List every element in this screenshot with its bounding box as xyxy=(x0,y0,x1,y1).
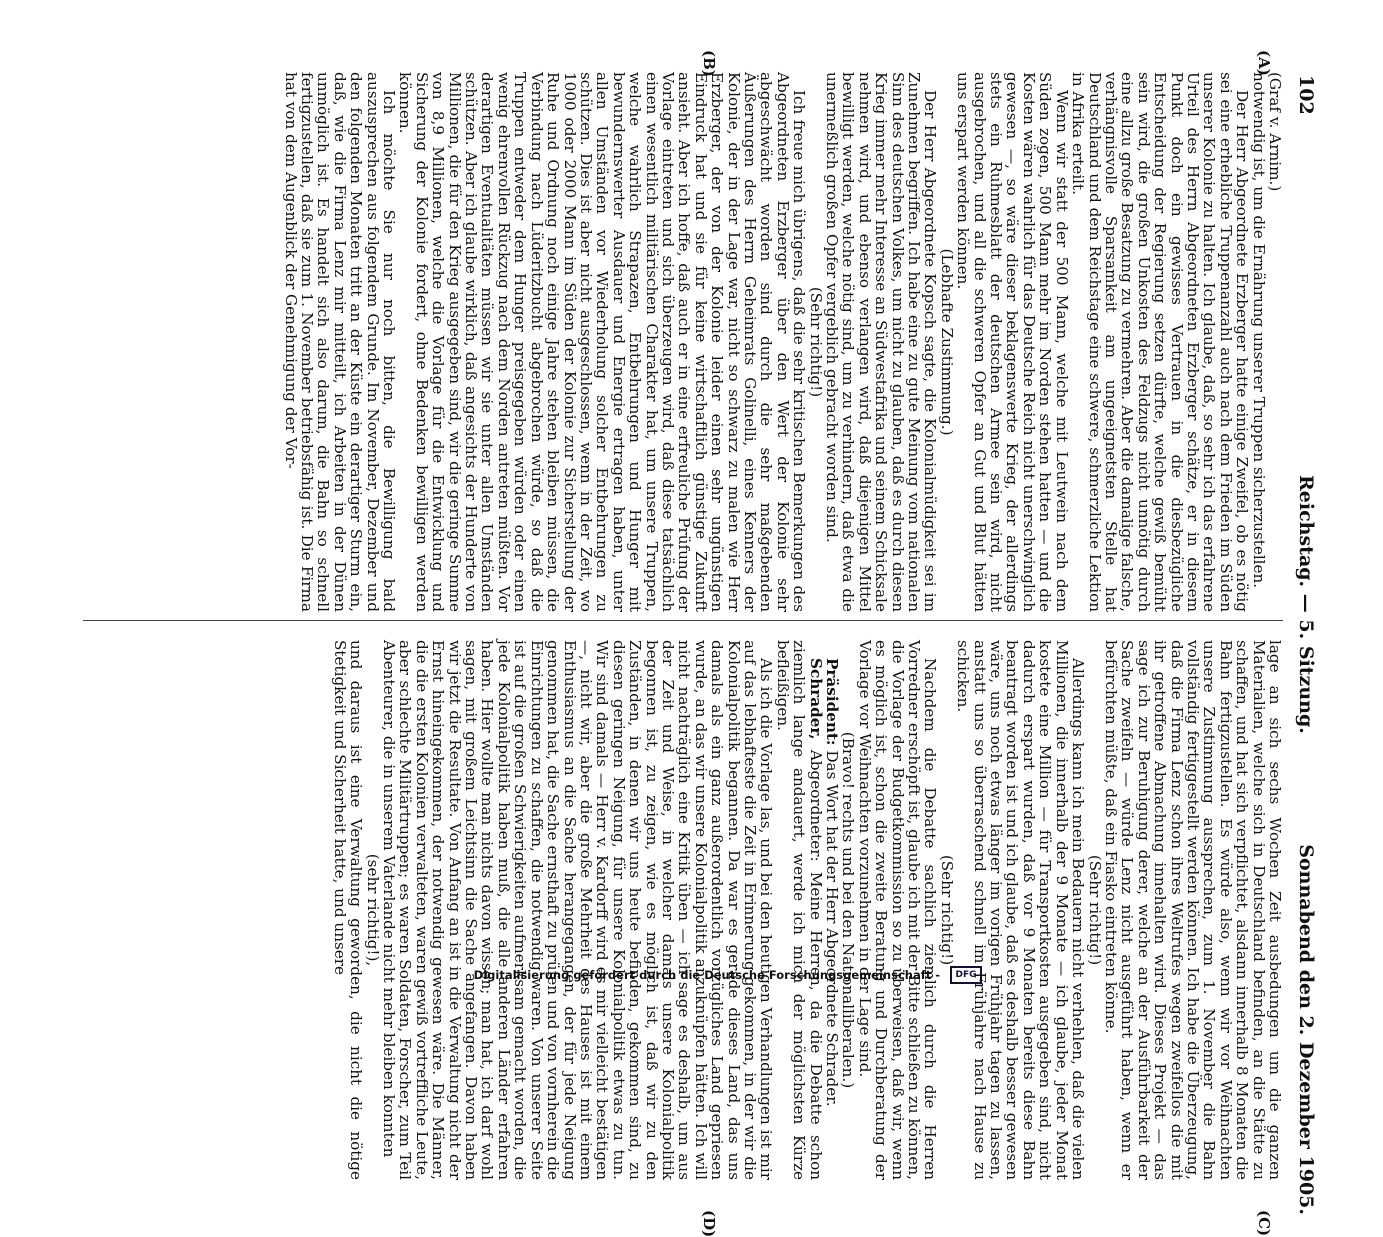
dfg-logo: DFG xyxy=(950,966,982,984)
paragraph: Nachdem die Debatte sachlich ziemlich durch die Herren Vorredner erschöpft ist, glaube ich mit der Bitte schließen zu können, die Vorlage der Budgetkommission so zu überweisen, daß wir, wenn es möglich ist, schon die zweite Beratung und Durchberatung der Vorlage vor Weihnachten vorzunehmen in der Lage sind. xyxy=(855,640,940,1180)
header-date: Sonnabend den 2. Dezember 1905. xyxy=(1295,844,1317,1215)
paragraph: Der Herr Abgeordnete Kopsch sagte, die Kolonialmüdigkeit sei im Zunehmen begriffen. Ich habe eine zu gute Meinung vom nationalen Sinn des deutschen Volkes, um nicht zu glauben, daß es durch diesen Krieg immer mehr Interesse an Südwestafrika und seinem Schicksale nehmen wird, und ebenso verlangen wird, daß diejenigen Mittel bewilligt werden, welche nötig sind, um zu verhindern, daß etwa die unermeßlich großen Opfer vergeblich gebracht worden sind. xyxy=(823,72,940,612)
margin-mark-d: (D) xyxy=(700,1210,718,1237)
paragraph: (Sehr richtig!) xyxy=(1085,854,1104,966)
paragraph: notwendig ist, um die Ernährung unserer Truppen sicherzustellen. xyxy=(1249,72,1268,589)
paragraph: (sehr richtig!), xyxy=(363,853,382,967)
page-number: 102 xyxy=(1295,75,1317,115)
paragraph: Ich möchte Sie nur noch bitten, die Bewilligung bald auszusprechen aus folgendem Grunde. Im November, Dezember und den folgenden Monaten tritt an der Küste ein derartiger Sturm ein, daß, wie die Firma Lenz mir mitteilt, ich Arbeiten in der Dünen unmöglich ist. Es handelt sich also darum, die Bahn so schnell fertigzustellen, daß sie zum 1. November betriebsfähig ist. Die Firma hat von dem Augenblick der Genehmigung der Vor- xyxy=(281,72,399,612)
header-title: Reichstag. — 5. Sitzung. xyxy=(1295,475,1317,734)
paragraph: lage an sich sechs Wochen Zeit ausbedungen um die ganzen Materialien, welche sich in Deutschland befinden, an die Stätte zu schaffen, und hat sich verpflichtet, alsdann innerhalb 8 Monaten die Bahn fertigzustellen. Es würde also, wenn wir vor Weihnachten unsere Zustimmung aussprechen, zum 1. November die Bahn vollständig fertiggestellt werden können. Ich habe die Überzeugung, daß die Firma Lenz schon ihres Weltrufes wegen zweifellos die mit ihr getroffene Abmachung innehalten wird. Dieses Projekt — das sage ich zur Beruhigung derer, welche an der Ausführbarkeit der Sache zweifeln — würde Lenz nicht ausgeführt haben, wenn er befürchten müßte, daß ein Fiasko eintreten könne. xyxy=(1101,640,1284,1180)
left-column xyxy=(282,72,1283,612)
right-column xyxy=(331,640,1283,1180)
paragraph: Ich freue mich übrigens, daß die sehr kritischen Bemerkungen des Abgeordneten Erzberger über den Wert der Kolonie sehr abgeschwächt worden sind durch die sehr maßgebenden Äußerungen des Herrn Geheimrats Golinelli, eines Kenners der Kolonie, der in der Lage war, nicht so schwarz zu malen wie Herr Erzberger, der von der Kolonie leider einen sehr ungünstigen Eindruck hat und sie für keine wirtschaftlich günstige Zukunft ansieht. Aber ich hoffe, daß auch er in eine erfreuliche Prüfung der Vorlage eintreten und sich überzeugen wird, daß diese tatsächlich einen wesentlich militärischen Charakter hat, um unsere Truppen, welche wahrlich Strapazen, Entbehrungen und Hunger mit bewundernswerter Ausdauer und Energie ertragen haben, unter allen Umständen vor Wiederholung solcher Entbehrungen zu schützen. Dies ist aber nicht ausgeschlossen, wenn in der Zeit, wo 1000 oder 2000 Mann im Süden der Kolonie zur Sicherstellung der Ruhe und Ordnung noch einige Jahre stehen bleiben müssen, die Verbindung nach Lüderitzbucht abgebrochen würde, so daß die Truppen entweder dem Hunger preisgegeben würden oder einen wenig ehrenvollen Rückzug nach dem Norden antreten müßten. Vor derartigen Eventualitäten müssen wir sie unter allen Umständen schützen. Aber ich glaube wirklich, daß angesichts der Hunderte von Millionen, die für den Krieg ausgegeben sind, wir die geringe Summe von 8,9 Millionen, welche die Vorlage für die Entwicklung und Sicherung der Kolonie fordert, ohne Bedenken bewilligen werden können. xyxy=(396,72,809,612)
column-divider xyxy=(83,620,1283,621)
paragraph: (Graf v. Arnim.) xyxy=(1266,72,1284,192)
margin-mark-c: (C) xyxy=(1255,1210,1273,1237)
paragraph: (Lebhafte Zustimmung.) xyxy=(937,248,956,436)
footer-credit: Digitalisierung gefördert durch die Deutsche Forschungsgemeinschaft - xyxy=(473,968,940,982)
paragraph: (Sehr richtig!) xyxy=(937,854,956,966)
margin-mark-b: (B) xyxy=(700,50,718,77)
paragraph: Der Herr Abgeordnete Erzberger hatte einige Zweifel, ob es nötig sei eine erhebliche Truppenanzahl auch nach dem Frieden im Süden unserer Kolonie zu halten. Ich glaube, daß, so sehr ich das erfahrene Urteil des Herrn Abgeordneten Erzberger schätze, er in diesem Punkt doch ein gewisses Vertrauen in die diesbezügliche Entscheidung der Regierung setzen dürfte, welche gewiß bemüht sein wird, die großen Unkosten des Feldzugs nicht unnötig durch eine allzu große Besatzung zu vermehren. Aber die damalige falsche, verhängnisvolle Sparsamkeit am ungeeignetsten Stelle hat Deutschland und dem Reichstage eine schwere, schmerzliche Lektion in Afrika erteilt. xyxy=(1069,72,1252,612)
page-header xyxy=(1285,75,1325,1215)
paragraph: Wenn wir statt der 500 Mann, welche mit Leutwein nach dem Süden zogen, 500 Mann mehr im Norden stehen hatten — und die Kosten wären wahrlich für das Deutsche Reich nicht unerschwinglich gewesen —, so wäre dieser beklagenswerte Krieg, der allerdings stets ein Ruhmesblatt der deutschen Armee sein wird, nicht ausgebrochen, und all die schweren Opfer an Gut und Blut hätten uns erspart werden können. xyxy=(954,72,1071,612)
margin-mark-a: (A) xyxy=(1255,50,1273,76)
paragraph: und daraus ist eine Verwaltung geworden, die nicht die nötige Stetigkeit und Sicherheit hatte, und unsere xyxy=(330,640,366,1180)
paragraph: Schrader, Abgeordneter: Meine Herren, da die Debatte schon ziemlich lange andauert, werde ich mich der möglichsten Kürze befleißigen. xyxy=(773,640,825,1180)
paragraph: Allerdings kann ich mein Bedauern nicht verhehlen, daß die vielen Millionen, die innerhalb der 9 Monate — ich glaube, jeder Monat kostete eine Million — für Transportkosten ausgegeben sind, nicht dadurch erspart wurden, daß vor 9 Monaten bereits diese Bahn beantragt worden ist und ich glaube, daß es deshalb besser gewesen wäre, uns noch etwas länger im vorigen Frühjahr tagen zu lassen, anstatt uns so überraschend schnell im Frühjahre nach Hause zu schicken. xyxy=(954,640,1088,1180)
footer xyxy=(0,958,1000,986)
paragraph: (Sehr richtig!) xyxy=(806,286,825,398)
paragraph: Präsident: Das Wort hat der Herr Abgeordnete Schrader. xyxy=(823,658,842,1107)
paragraph: Als ich die Vorlage las, und bei den heutigen Verhandlungen ist mir auf das lebhafteste die Zeit in Erinnerung gekommen, in der wir die Kolonialpolitik begannen. Da war es gerade dieses Land, das uns damals als ein ganz außerordentlich vorzügliches Land gepriesen wurde, an das wir unsere Kolonialpolitik anzuknüpfen hätten. Ich will nicht nachträglich eine Kritik üben — ich sage es deshalb, um aus der Zeit und Weise, in welcher damals unsere Kolonialpolitik begonnen ist, zu zeigen, wie es möglich ist, daß wir zu den Zuständen, in denen wir uns heute befinden, gekommen sind, zu diesen geringen Neigung, für unsere Kolonialpolitik etwas zu tun. Wir sind damals — Herr v. Kardorff wird es mir vielleicht bestätigen —, nicht wir, aber die große Mehrheit des Hauses ist mit einem Enthusiasmus an die Sache herangegangen, der für jede Neigung genommen hat, die Sache ernsthaft zu prüfen und von vornherein die Einrichtungen zu schaffen, die notwendig waren. Von unserer Seite ist auf die großen Schwierigkeiten aufmerksam gemacht worden, die jede Kolonialpolitik haben muß, die alle anderen Länder erfahren haben. Hier wollte man nichts davon wissen; man hat, ich darf wohl sagen, mit großem Leichtsinn die Sache angefangen. Davon haben wir jetzt die Resultate. Von Anfang an ist in die Verwaltung nicht der Ernst hineingekommen, der notwendig gewesen wäre. Die Männer, die die ersten Kolonien verwalteten, waren gewiß vortreffliche Leute, aber schlechte Militärtruppen; es waren Soldaten, Forscher, zum Teil Abenteurer, die in unserem Vaterlande nicht mehr bleiben konnten xyxy=(380,640,776,1180)
paragraph: (Bravo! rechts und bei den Nationalliberalen.) xyxy=(839,731,858,1089)
